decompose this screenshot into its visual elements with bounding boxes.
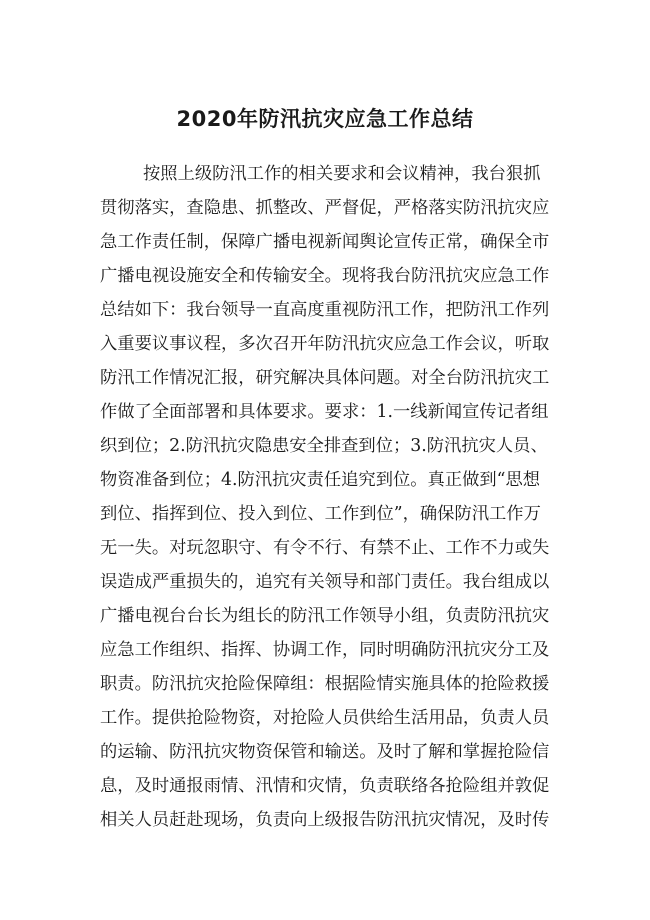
body-line: 物资准备到位；4.防汛抗灾责任追究到位。真正做到“思想 [100, 470, 541, 490]
body-line: 入重要议事议程，多次召开年防汛抗灾应急工作会议，听取 [100, 334, 550, 354]
body-line: 相关人员赶赴现场，负责向上级报告防汛抗灾情况，及时传 [100, 810, 550, 830]
body-line: 应急工作组织、指挥、协调工作，同时明确防汛抗灾分工及 [100, 640, 550, 660]
body-line: 到位、指挥到位、投入到位、工作到位”，确保防汛工作万 [100, 504, 541, 524]
document-title: 2020年防汛抗灾应急工作总结 [176, 107, 474, 131]
body-line: 误造成严重损失的，追究有关领导和部门责任。我台组成以 [100, 572, 550, 592]
body-line: 贯彻落实，查隐患、抓整改、严督促，严格落实防汛抗灾应 [100, 198, 550, 218]
body-line: 的运输、防汛抗灾物资保管和输送。及时了解和掌握抢险信 [100, 742, 550, 762]
body-line: 总结如下：我台领导一直高度重视防汛工作，把防汛工作列 [100, 300, 550, 320]
body-line: 急工作责任制，保障广播电视新闻舆论宣传正常，确保全市 [100, 232, 550, 252]
body-line: 按照上级防汛工作的相关要求和会议精神，我台狠抓 [143, 164, 541, 184]
body-line: 工作。提供抢险物资，对抢险人员供给生活用品，负责人员 [100, 708, 550, 728]
body-line: 息，及时通报雨情、汛情和灾情，负责联络各抢险组并敦促 [100, 776, 550, 796]
body-line: 广播电视台台长为组长的防汛工作领导小组，负责防汛抗灾 [100, 606, 550, 626]
body-line: 职责。防汛抗灾抢险保障组：根据险情实施具体的抢险救援 [100, 674, 550, 694]
body-line: 防汛工作情况汇报，研究解决具体问题。对全台防汛抗灾工 [100, 368, 550, 388]
body-line: 作做了全面部署和具体要求。要求：1.一线新闻宣传记者组 [100, 402, 549, 422]
body-line: 无一失。对玩忽职守、有令不行、有禁不止、工作不力或失 [100, 538, 550, 558]
body-line: 织到位；2.防汛抗灾隐患安全排查到位；3.防汛抗灾人员、 [100, 436, 548, 456]
body-line: 广播电视设施安全和传输安全。现将我台防汛抗灾应急工作 [100, 266, 550, 286]
